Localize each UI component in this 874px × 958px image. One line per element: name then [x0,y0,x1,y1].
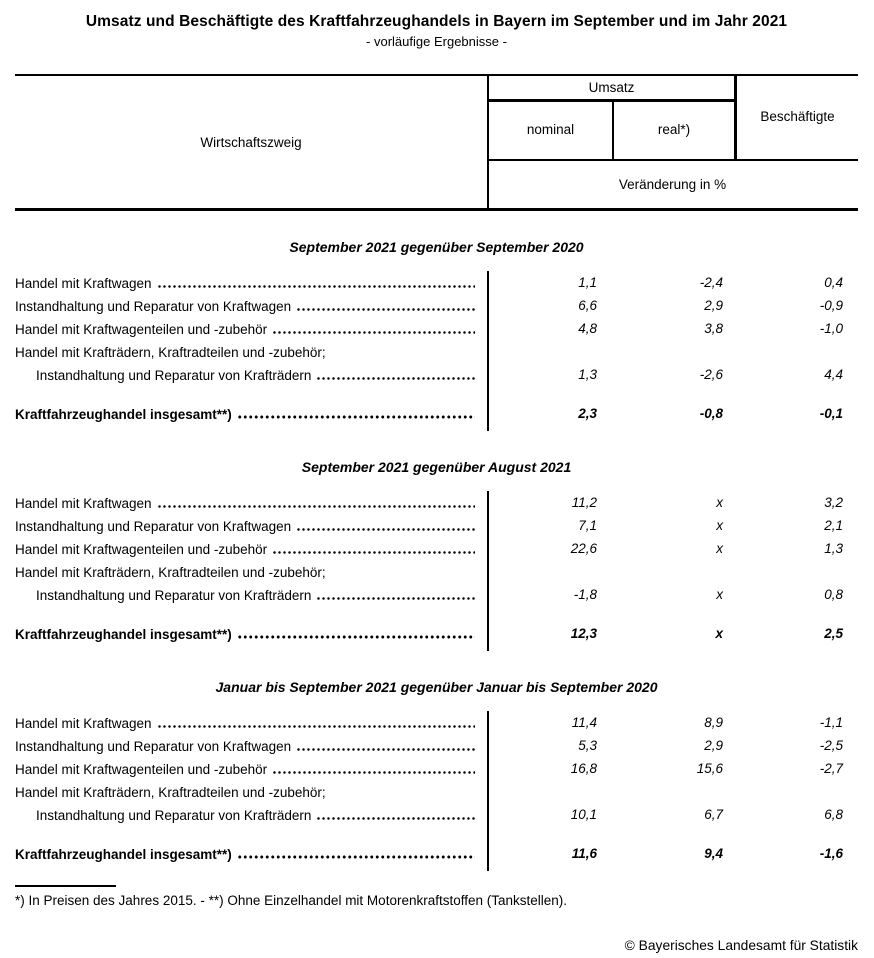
table-row [15,317,858,340]
total-label-text: Kraftfahrzeughandel insgesamt**) [15,846,232,862]
value-beschaeftigte: 1,3 [824,541,843,556]
leader-dots [237,635,475,639]
table-row [15,583,858,606]
value-beschaeftigte: -0,9 [819,298,843,313]
row-label [15,294,488,317]
copyright-text: © Bayerisches Landesamt für Statistik [624,938,858,953]
value-beschaeftigte: -0,1 [819,405,843,421]
value-nominal: 7,1 [578,518,597,533]
table-header [15,74,858,211]
table-row [15,734,858,757]
value-beschaeftigte: 4,4 [824,367,843,382]
value-nominal: 11,2 [571,495,597,510]
row-label-text: Handel mit Kraftwagenteilen und -zubehör [15,542,268,557]
section-body [15,271,858,431]
value-nominal: 2,3 [578,405,597,421]
table-row [15,363,858,386]
value-nominal: 10,1 [570,807,597,822]
leader-dots [296,308,475,311]
row-label-text: Handel mit Krafträdern, Kraftradteilen und -zubehör; [15,565,326,580]
table-row [15,271,858,294]
unit-row-label: Veränderung in % [618,177,727,192]
total-row [15,401,858,425]
row-label [15,363,488,386]
section-heading: September 2021 gegenüber September 2020 [289,239,584,255]
table-row [15,560,858,583]
table-row [15,780,858,803]
value-real: -2,6 [699,367,723,382]
leader-dots [237,855,475,859]
value-nominal: 5,3 [578,738,597,753]
column-divider-line [487,271,489,431]
page-title: Umsatz und Beschäftigte des Kraftfahrzeughandels in Bayern im September und im Jahr 2021 [85,13,788,30]
row-label [15,340,488,363]
row-label-text: Handel mit Kraftwagen [15,276,152,291]
value-real: -0,8 [699,405,723,421]
table-row [15,757,858,780]
row-label [15,583,488,606]
value-nominal: 4,8 [578,321,597,336]
row-label [15,491,488,514]
total-label-text: Kraftfahrzeughandel insgesamt**) [15,626,232,642]
leader-dots [296,748,475,751]
value-nominal: 1,3 [578,367,597,382]
row-label [15,560,488,583]
value-real: 8,9 [704,715,723,730]
value-nominal: 11,4 [571,715,597,730]
leader-dots [237,415,475,419]
leader-dots [157,725,475,728]
leader-dots [316,377,475,380]
col-group-umsatz: Umsatz [588,80,635,95]
table-row [15,537,858,560]
total-label-text: Kraftfahrzeughandel insgesamt**) [15,406,232,422]
row-label [15,803,488,826]
value-nominal: 1,1 [578,275,597,290]
value-beschaeftigte: 0,8 [824,587,843,602]
value-nominal: 6,6 [578,298,597,313]
column-divider-line [487,491,489,651]
row-label-text: Handel mit Kraftwagen [15,716,152,731]
row-label [15,402,488,425]
row-label-text: Handel mit Krafträdern, Kraftradteilen und -zubehör; [15,345,326,360]
row-label [15,271,488,294]
value-real: 15,6 [696,761,723,776]
row-label [15,842,488,865]
footnote-separator-line [15,885,116,887]
col-header-beschaeftigte: Beschäftigte [760,109,835,124]
row-label-text: Handel mit Kraftwagenteilen und -zubehör [15,322,268,337]
row-label-text: Handel mit Krafträdern, Kraftradteilen und -zubehör; [15,785,326,800]
page-subtitle: - vorläufige Ergebnisse - [366,34,507,49]
row-label-text: Instandhaltung und Reparatur von Kraftwagen [15,299,292,314]
value-real: x [716,541,723,556]
table-row [15,803,858,826]
table-row [15,491,858,514]
leader-dots [296,528,475,531]
col-header-wirtschaftszweig: Wirtschaftszweig [200,135,302,150]
section-sep21-vs-aug21 [15,459,858,651]
value-nominal: 12,3 [570,625,597,641]
value-real: 2,9 [704,298,723,313]
value-beschaeftigte: -1,0 [819,321,843,336]
leader-dots [272,551,475,554]
section-body [15,711,858,871]
value-real: 9,4 [704,845,723,861]
value-real: 3,8 [704,321,723,336]
row-label-text: Instandhaltung und Reparatur von Krafträdern [36,368,312,383]
leader-dots [157,505,475,508]
row-label [15,317,488,340]
section-heading: September 2021 gegenüber August 2021 [301,459,572,475]
col-header-real: real*) [657,122,691,137]
footnote-text: *) In Preisen des Jahres 2015. - **) Ohne Einzelhandel mit Motorenkraftstoffen (Tankstellen). [15,893,568,908]
value-beschaeftigte: -2,7 [819,761,843,776]
value-beschaeftigte: 2,5 [824,625,843,641]
leader-dots [316,817,475,820]
value-real: x [716,587,723,602]
total-row [15,621,858,645]
leader-dots [316,597,475,600]
value-beschaeftigte: 2,1 [824,518,843,533]
total-row [15,841,858,865]
value-nominal: -1,8 [573,587,597,602]
row-label [15,514,488,537]
row-label [15,622,488,645]
value-beschaeftigte: -1,1 [819,715,843,730]
row-label-text: Instandhaltung und Reparatur von Kraftwagen [15,519,292,534]
value-beschaeftigte: 0,4 [824,275,843,290]
value-beschaeftigte: 3,2 [824,495,843,510]
row-label-text: Instandhaltung und Reparatur von Kraftwagen [15,739,292,754]
value-real: 6,7 [704,807,723,822]
row-label-text: Instandhaltung und Reparatur von Krafträdern [36,588,312,603]
value-real: x [716,495,723,510]
row-label-text: Handel mit Kraftwagenteilen und -zubehör [15,762,268,777]
value-beschaeftigte: -1,6 [819,845,843,861]
table-row [15,294,858,317]
value-beschaeftigte: 6,8 [824,807,843,822]
value-beschaeftigte: -2,5 [819,738,843,753]
table-row [15,711,858,734]
row-label-text: Instandhaltung und Reparatur von Krafträdern [36,808,312,823]
row-label [15,734,488,757]
leader-dots [272,331,475,334]
value-nominal: 22,6 [570,541,597,556]
section-heading: Januar bis September 2021 gegenüber Januar bis September 2020 [215,679,658,695]
section-sep21-vs-sep20 [15,239,858,431]
value-nominal: 16,8 [570,761,597,776]
row-label [15,780,488,803]
section-jan-sep21-vs-jan-sep20 [15,679,858,871]
section-body [15,491,858,651]
leader-dots [272,771,475,774]
row-label [15,757,488,780]
row-label [15,711,488,734]
value-real: x [716,518,723,533]
leader-dots [157,285,475,288]
table-row [15,514,858,537]
row-label [15,537,488,560]
col-header-nominal: nominal [526,122,575,137]
value-real: -2,4 [699,275,723,290]
value-real: 2,9 [704,738,723,753]
table-row [15,340,858,363]
column-divider-line [487,711,489,871]
value-real: x [715,625,723,641]
row-label-text: Handel mit Kraftwagen [15,496,152,511]
value-nominal: 11,6 [571,845,597,861]
